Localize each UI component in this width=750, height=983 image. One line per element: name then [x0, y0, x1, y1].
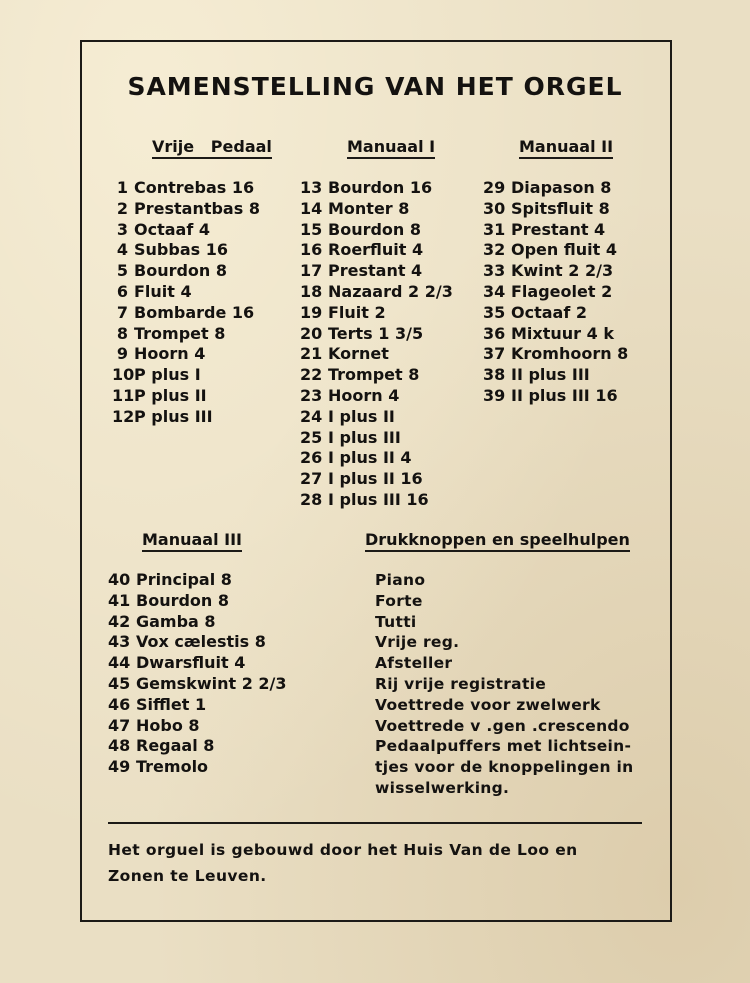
stop-name: Dwarsfluit 4 [136, 653, 246, 673]
stop-item [112, 261, 260, 282]
stop-name: Terts 1 3/5 [328, 323, 424, 343]
stop-name: Nazaard 2 2/3 [328, 281, 453, 301]
stop-name: P plus II [134, 385, 207, 405]
stop-item [300, 407, 453, 428]
stop-name: Hoorn 4 [134, 344, 206, 364]
stop-name: Subbas 16 [134, 240, 228, 260]
stop-item [300, 261, 453, 282]
stop-name: Monter 8 [328, 198, 410, 218]
speelhulp-item: wisselwerking. [375, 778, 510, 797]
stop-name: Trompet 8 [134, 323, 226, 343]
stop-item [483, 324, 628, 345]
speelhulp-item: Forte [375, 591, 423, 610]
stop-item [112, 386, 260, 407]
speelhulp-item: Voettrede voor zwelwerk [375, 695, 601, 714]
speelhulp-item: Vrije reg. [375, 633, 460, 652]
stop-name: Diapason 8 [511, 178, 612, 197]
stop-item [300, 220, 453, 241]
stop-item [300, 448, 453, 469]
stop-number: 9 [116, 344, 128, 364]
stop-item [483, 178, 628, 199]
heading-manuaal-1: Manuaal I [347, 137, 435, 159]
stop-item [112, 303, 260, 324]
speelhulp-item: Rij vrije registratie [375, 674, 547, 693]
stop-number: 4 [116, 240, 128, 260]
stop-number: 28 [300, 489, 323, 509]
speelhulp-item: tjes voor de knoppelingen in [375, 758, 634, 777]
stop-item [108, 757, 287, 778]
heading-manuaal-2: Manuaal II [519, 137, 613, 159]
stop-number: 43 [108, 632, 131, 652]
stop-number: 2 [116, 198, 128, 218]
stop-number: 10 [112, 365, 135, 385]
stop-item [483, 199, 628, 220]
stop-item [483, 261, 628, 282]
stop-item [300, 199, 453, 220]
stop-number: 12 [112, 406, 135, 426]
stop-number: 48 [108, 736, 131, 756]
stop-name: Regaal 8 [136, 736, 215, 756]
stop-name: Hobo 8 [136, 715, 200, 735]
speelhulp-item: Voettrede v .gen .crescendo [375, 716, 630, 735]
stop-name: Prestant 4 [328, 261, 423, 281]
footer-divider [108, 822, 642, 824]
stop-number: 37 [483, 344, 506, 364]
stop-number: 11 [112, 385, 135, 405]
stop-number: 44 [108, 653, 131, 673]
heading-manuaal-3: Manuaal III [142, 530, 242, 552]
builder-note [108, 837, 648, 889]
stop-name: Tremolo [136, 757, 209, 777]
stop-list-manuaal-2 [483, 178, 628, 407]
stop-list-manuaal-1 [300, 178, 453, 511]
stop-number: 1 [116, 178, 128, 197]
stop-item [112, 344, 260, 365]
stop-number: 35 [483, 302, 506, 322]
stop-number: 49 [108, 757, 131, 777]
stop-name: Kwint 2 2/3 [511, 261, 614, 281]
stop-item [112, 178, 260, 199]
stop-item [300, 303, 453, 324]
page-title: SAMENSTELLING VAN HET ORGEL [127, 72, 623, 101]
stop-number: 25 [300, 427, 323, 447]
stop-item [300, 324, 453, 345]
stop-name: Gamba 8 [136, 611, 216, 631]
stop-item [483, 240, 628, 261]
stop-item [483, 386, 628, 407]
stop-item [108, 612, 287, 633]
stop-name: II plus III 16 [511, 385, 618, 405]
stop-item [108, 695, 287, 716]
stop-item [300, 469, 453, 490]
stop-name: Bourdon 8 [136, 590, 230, 610]
speelhulp-item: Afsteller [375, 654, 453, 673]
stop-number: 47 [108, 715, 131, 735]
stop-name: Fluit 4 [134, 281, 192, 301]
stop-item [483, 303, 628, 324]
stop-name: Gemskwint 2 2/3 [136, 673, 287, 693]
stop-number: 27 [300, 469, 323, 489]
stop-number: 7 [116, 302, 128, 322]
stop-number: 45 [108, 673, 131, 693]
stop-item [108, 674, 287, 695]
stop-item [483, 365, 628, 386]
speelhulp-item: Tutti [375, 612, 417, 631]
stop-number: 23 [300, 385, 323, 405]
stop-list-manuaal-3 [108, 570, 287, 778]
stop-number: 41 [108, 590, 131, 610]
stop-number: 16 [300, 240, 323, 260]
stop-name: Trompet 8 [328, 365, 420, 385]
stop-item [112, 407, 260, 428]
stop-item [112, 240, 260, 261]
stop-item [483, 282, 628, 303]
stop-item [300, 386, 453, 407]
stop-name: Roerfluit 4 [328, 240, 424, 260]
speelhulp-item: Pedaalpuffers met lichtsein- [375, 737, 632, 756]
stop-name: I plus II 16 [328, 469, 423, 489]
stop-name: Kromhoorn 8 [511, 344, 629, 364]
stop-name: I plus II [328, 406, 395, 426]
stop-name: Spitsfluit 8 [511, 198, 610, 218]
stop-number: 39 [483, 385, 506, 405]
stop-name: Prestant 4 [511, 219, 606, 239]
stop-item [300, 178, 453, 199]
stop-item [112, 365, 260, 386]
stop-number: 34 [483, 281, 506, 301]
stop-number: 8 [116, 323, 128, 343]
stop-item [108, 653, 287, 674]
stop-list-pedaal [112, 178, 260, 428]
stop-item [108, 591, 287, 612]
stop-item [300, 365, 453, 386]
stop-name: I plus III [328, 427, 401, 447]
stop-name: P plus I [134, 365, 201, 385]
heading-drukknoppen: Drukknoppen en speelhulpen [365, 530, 630, 552]
stop-item [483, 220, 628, 241]
stop-name: P plus III [134, 406, 213, 426]
stop-name: Principal 8 [136, 570, 232, 589]
heading-vrije-pedaal: Vrije Pedaal [152, 137, 272, 159]
stop-name: I plus II 4 [328, 448, 412, 468]
builder-note-line-2: Zonen te Leuven. [108, 867, 267, 885]
stop-number: 15 [300, 219, 323, 239]
stop-number: 20 [300, 323, 323, 343]
stop-number: 22 [300, 365, 323, 385]
stop-number: 21 [300, 344, 323, 364]
stop-name: Hoorn 4 [328, 385, 400, 405]
stop-item [300, 344, 453, 365]
stop-number: 46 [108, 694, 131, 714]
stop-number: 24 [300, 406, 323, 426]
builder-note-line-1: Het orguel is gebouwd door het Huis Van de Loo en [108, 841, 578, 859]
stop-number: 18 [300, 281, 323, 301]
stop-name: Bombarde 16 [134, 302, 255, 322]
stop-item [108, 632, 287, 653]
stop-name: Open fluit 4 [511, 240, 617, 260]
stop-item [300, 240, 453, 261]
stop-name: Fluit 2 [328, 302, 386, 322]
stop-name: Prestantbas 8 [134, 198, 260, 218]
stop-name: Vox cælestis 8 [136, 632, 266, 652]
stop-item [300, 282, 453, 303]
stop-item [300, 428, 453, 449]
stop-number: 13 [300, 178, 323, 197]
stop-number: 32 [483, 240, 506, 260]
stop-number: 26 [300, 448, 323, 468]
stop-item [112, 324, 260, 345]
stop-item [112, 220, 260, 241]
stop-number: 3 [116, 219, 128, 239]
stop-number: 6 [116, 281, 128, 301]
stop-item [112, 282, 260, 303]
stop-number: 38 [483, 365, 506, 385]
stop-name: Octaaf 2 [511, 302, 587, 322]
stop-name: I plus III 16 [328, 489, 429, 509]
stop-name: Bourdon 8 [134, 261, 228, 281]
stop-item [108, 716, 287, 737]
stop-name: Bourdon 8 [328, 219, 422, 239]
stop-number: 33 [483, 261, 506, 281]
stop-name: Contrebas 16 [134, 178, 255, 197]
stop-name: Bourdon 16 [328, 178, 433, 197]
stop-name: Mixtuur 4 k [511, 323, 614, 343]
stop-name: Flageolet 2 [511, 281, 613, 301]
speelhulp-item: Piano [375, 571, 426, 589]
stop-name: II plus III [511, 365, 590, 385]
stop-number: 36 [483, 323, 506, 343]
stop-number: 17 [300, 261, 323, 281]
stop-item [483, 344, 628, 365]
stop-name: Kornet [328, 344, 389, 364]
stop-number: 14 [300, 198, 323, 218]
stop-number: 31 [483, 219, 506, 239]
stop-number: 29 [483, 178, 506, 197]
stop-number: 30 [483, 198, 506, 218]
stop-item [108, 570, 287, 591]
stop-item [108, 736, 287, 757]
stop-item [300, 490, 453, 511]
stop-name: Octaaf 4 [134, 219, 210, 239]
stop-number: 19 [300, 302, 323, 322]
stop-number: 5 [116, 261, 128, 281]
stop-number: 42 [108, 611, 131, 631]
speelhulpen-list [375, 570, 633, 799]
stop-item [112, 199, 260, 220]
stop-name: Sifflet 1 [136, 694, 207, 714]
stop-number: 40 [108, 570, 131, 589]
